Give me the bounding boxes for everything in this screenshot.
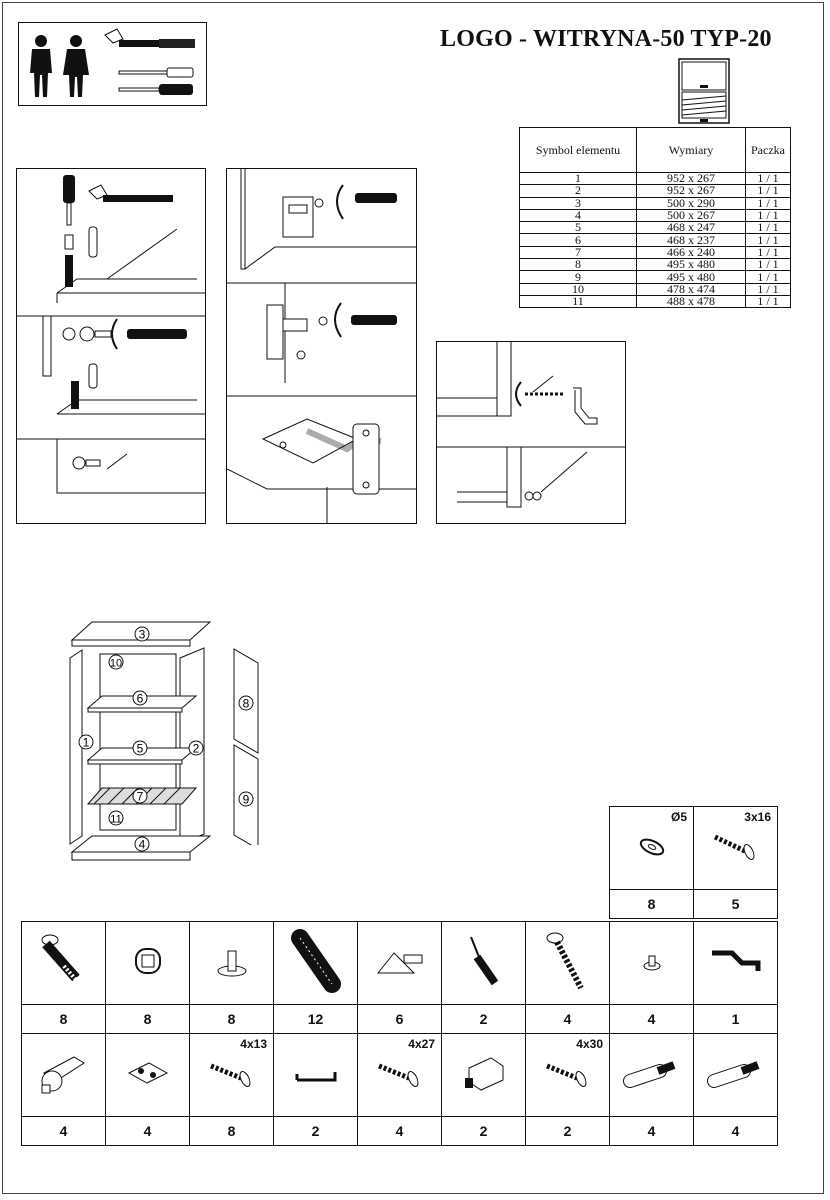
- table-row: 7 466 x 240 1 / 1: [520, 246, 791, 258]
- hardware-cell: 3x16: [694, 807, 778, 890]
- label-5: 5: [136, 741, 144, 756]
- hardware-cell: [694, 1034, 778, 1117]
- magnet-catch-icon: [459, 1048, 509, 1098]
- page-title: LOGO - WITRYNA-50 TYP-20: [440, 26, 772, 52]
- screwdriver-icon: [119, 68, 193, 77]
- long-screw-icon: [543, 928, 593, 994]
- hammer-icon: [89, 185, 173, 202]
- hardware-cell: [274, 922, 358, 1005]
- hardware-qty: 8: [190, 1005, 274, 1034]
- hardware-qty: 8: [106, 1005, 190, 1034]
- hardware-qty: 8: [610, 890, 694, 919]
- hardware-qty: 2: [442, 1117, 526, 1146]
- pin-icon: [622, 1053, 682, 1093]
- label-2: 2: [192, 741, 200, 756]
- table-row: 9 495 x 480 1 / 1: [520, 271, 791, 283]
- screw-icon: [711, 831, 761, 861]
- table-row: 11 488 x 478 1 / 1: [520, 295, 791, 307]
- screw-wrench-illustration: [437, 342, 625, 523]
- hardware-cell: [442, 922, 526, 1005]
- label-11: 11: [110, 813, 122, 826]
- hardware-cell: 4x13: [190, 1034, 274, 1117]
- table-row: 3 500 x 290 1 / 1: [520, 197, 791, 209]
- hardware-qty: 4: [610, 1005, 694, 1034]
- screw-icon: [543, 1058, 593, 1088]
- parts-table: [519, 127, 791, 308]
- hardware-qty: 2: [526, 1117, 610, 1146]
- hardware-cell: [610, 1034, 694, 1117]
- dowel-cam-illustration: [17, 169, 205, 523]
- screwdriver-icon: [119, 84, 193, 95]
- hardware-cell: [106, 1034, 190, 1117]
- handle-icon: [291, 1058, 341, 1088]
- hardware-cell: 4x27: [358, 1034, 442, 1117]
- hardware-cell: [22, 1034, 106, 1117]
- hardware-cell: [22, 922, 106, 1005]
- hardware-qty: 12: [274, 1005, 358, 1034]
- hardware-qty: 4: [610, 1117, 694, 1146]
- screwdriver-icon: [63, 175, 75, 225]
- table-row: 10 478 x 474 1 / 1: [520, 283, 791, 295]
- allen-key-icon: [706, 941, 766, 981]
- hardware-qty: 2: [274, 1117, 358, 1146]
- hardware-cell: [274, 1034, 358, 1117]
- person-icon: [63, 35, 89, 97]
- screw-icon: [207, 1058, 257, 1088]
- connector-bolt-icon: [34, 928, 94, 994]
- shelf-pin-icon: [212, 941, 252, 981]
- wall-plug-icon: [459, 931, 509, 991]
- hammer-icon: [105, 29, 195, 48]
- hardware-qty: 4: [694, 1117, 778, 1146]
- table-row: 1 952 x 267 1 / 1: [520, 173, 791, 185]
- table-row: 4 500 x 267 1 / 1: [520, 209, 791, 221]
- step-dowel-cam-panel: [16, 168, 206, 524]
- small-pin-icon: [637, 946, 667, 976]
- tools-illustration: [19, 23, 206, 105]
- cam-washer-icon: [632, 831, 672, 861]
- label-1: 1: [82, 735, 90, 750]
- label-9: 9: [242, 792, 250, 807]
- wood-dowel-icon: [286, 928, 346, 994]
- hardware-qty: 5: [694, 890, 778, 919]
- table-row: 5 468 x 247 1 / 1: [520, 222, 791, 234]
- hardware-qty: 4: [22, 1117, 106, 1146]
- hardware-cell: [190, 922, 274, 1005]
- hardware-qty: 8: [22, 1005, 106, 1034]
- label-4: 4: [138, 837, 146, 852]
- hardware-extra-table: [609, 806, 778, 919]
- cam-lock-icon: [128, 941, 168, 981]
- table-row: 2 952 x 267 1 / 1: [520, 185, 791, 197]
- table-row: 6 468 x 237 1 / 1: [520, 234, 791, 246]
- hinge-illustration: [227, 169, 416, 523]
- hardware-qty: 4: [106, 1117, 190, 1146]
- hardware-qty: 1: [694, 1005, 778, 1034]
- hinge-plate-icon: [123, 1053, 173, 1093]
- hardware-cell: [610, 922, 694, 1005]
- hardware-cell: 4x30: [526, 1034, 610, 1117]
- hardware-cell: [358, 922, 442, 1005]
- label-10: 10: [109, 657, 123, 670]
- hardware-cell: [106, 922, 190, 1005]
- label-7: 7: [136, 789, 144, 804]
- hardware-qty: 4: [526, 1005, 610, 1034]
- hardware-cell: [442, 1034, 526, 1117]
- tools-box: [18, 22, 207, 106]
- shelf-support-icon: [370, 941, 430, 981]
- hardware-qty: 2: [442, 1005, 526, 1034]
- step-screw-panel: [436, 341, 626, 524]
- hardware-qty: 8: [190, 1117, 274, 1146]
- hardware-qty: 4: [358, 1117, 442, 1146]
- col-symbol-header: Symbol elementu: [520, 128, 637, 173]
- label-6: 6: [136, 691, 144, 706]
- table-row: 8 495 x 480 1 / 1: [520, 259, 791, 271]
- person-icon: [30, 35, 52, 97]
- hardware-qty: 6: [358, 1005, 442, 1034]
- hardware-cell: [694, 922, 778, 1005]
- hardware-table: [21, 921, 778, 1146]
- hinge-icon: [34, 1043, 94, 1103]
- screw-icon: [375, 1058, 425, 1088]
- door-panels: [226, 645, 276, 845]
- pin-icon: [706, 1053, 766, 1093]
- label-3: 3: [138, 627, 146, 642]
- cabinet-thumbnail: [676, 56, 732, 126]
- step-hinge-panel: [226, 168, 417, 524]
- hardware-cell: Ø5: [610, 807, 694, 890]
- col-dimensions-header: Wymiary: [637, 128, 746, 173]
- hardware-cell: [526, 922, 610, 1005]
- label-8: 8: [242, 696, 250, 711]
- panel-1: [70, 650, 82, 844]
- col-package-header: Paczka: [746, 128, 791, 173]
